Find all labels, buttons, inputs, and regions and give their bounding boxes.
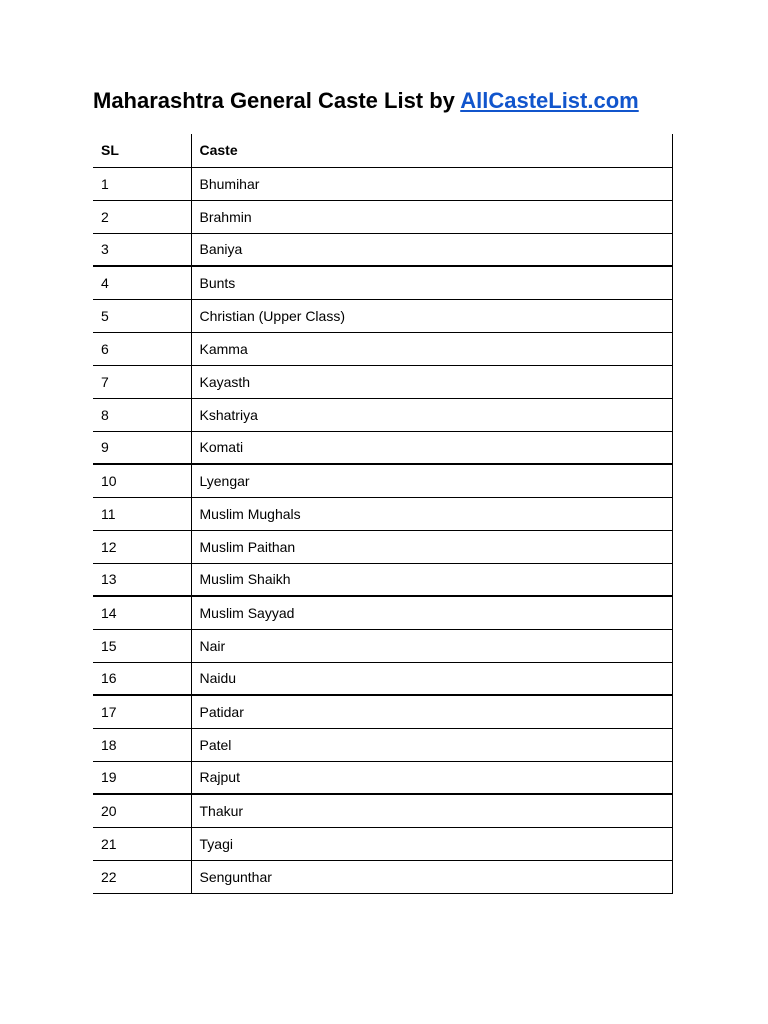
cell-sl: 11 [93,497,191,530]
cell-sl: 7 [93,365,191,398]
table-row [93,233,673,266]
cell-sl: 8 [93,398,191,431]
cell-caste: Sengunthar [191,860,673,893]
cell-sl: 18 [93,728,191,761]
table-row [93,530,673,563]
cell-sl: 15 [93,629,191,662]
table-row [93,596,673,629]
cell-caste: Kayasth [191,365,673,398]
cell-caste: Tyagi [191,827,673,860]
table-row [93,860,673,893]
cell-caste: Patel [191,728,673,761]
table-row [93,200,673,233]
cell-caste: Lyengar [191,464,673,497]
table-row [93,695,673,728]
table-row [93,563,673,596]
cell-sl: 9 [93,431,191,464]
table-row [93,167,673,200]
header-sl: SL [93,134,191,167]
cell-caste: Muslim Mughals [191,497,673,530]
cell-sl: 3 [93,233,191,266]
cell-sl: 12 [93,530,191,563]
table-row [93,464,673,497]
cell-caste: Brahmin [191,200,673,233]
page-title [93,86,639,116]
table-row [93,299,673,332]
cell-sl: 13 [93,563,191,596]
table-row [93,497,673,530]
cell-sl: 16 [93,662,191,695]
header-caste: Caste [191,134,673,167]
table-row [93,761,673,794]
table-row [93,266,673,299]
cell-sl: 5 [93,299,191,332]
cell-sl: 20 [93,794,191,827]
cell-caste: Thakur [191,794,673,827]
table-row [93,662,673,695]
allcastelist-link[interactable]: AllCasteList.com [460,88,639,113]
table-row [93,332,673,365]
cell-sl: 21 [93,827,191,860]
table-row [93,365,673,398]
table-row [93,398,673,431]
cell-caste: Nair [191,629,673,662]
cell-caste: Kamma [191,332,673,365]
table-body [93,167,673,893]
cell-sl: 1 [93,167,191,200]
cell-caste: Muslim Sayyad [191,596,673,629]
cell-caste: Patidar [191,695,673,728]
cell-sl: 6 [93,332,191,365]
cell-caste: Muslim Paithan [191,530,673,563]
cell-sl: 4 [93,266,191,299]
cell-caste: Baniya [191,233,673,266]
cell-sl: 19 [93,761,191,794]
table-row [93,728,673,761]
cell-caste: Bhumihar [191,167,673,200]
caste-table [93,134,673,894]
table-row [93,794,673,827]
cell-caste: Muslim Shaikh [191,563,673,596]
table-header-row [93,134,673,167]
cell-caste: Rajput [191,761,673,794]
title-text: Maharashtra General Caste List by [93,88,461,113]
cell-caste: Bunts [191,266,673,299]
cell-caste: Komati [191,431,673,464]
table-row [93,431,673,464]
cell-caste: Kshatriya [191,398,673,431]
table-row [93,827,673,860]
cell-sl: 2 [93,200,191,233]
table-row [93,629,673,662]
cell-sl: 10 [93,464,191,497]
cell-caste: Christian (Upper Class) [191,299,673,332]
cell-caste: Naidu [191,662,673,695]
cell-sl: 17 [93,695,191,728]
cell-sl: 22 [93,860,191,893]
cell-sl: 14 [93,596,191,629]
